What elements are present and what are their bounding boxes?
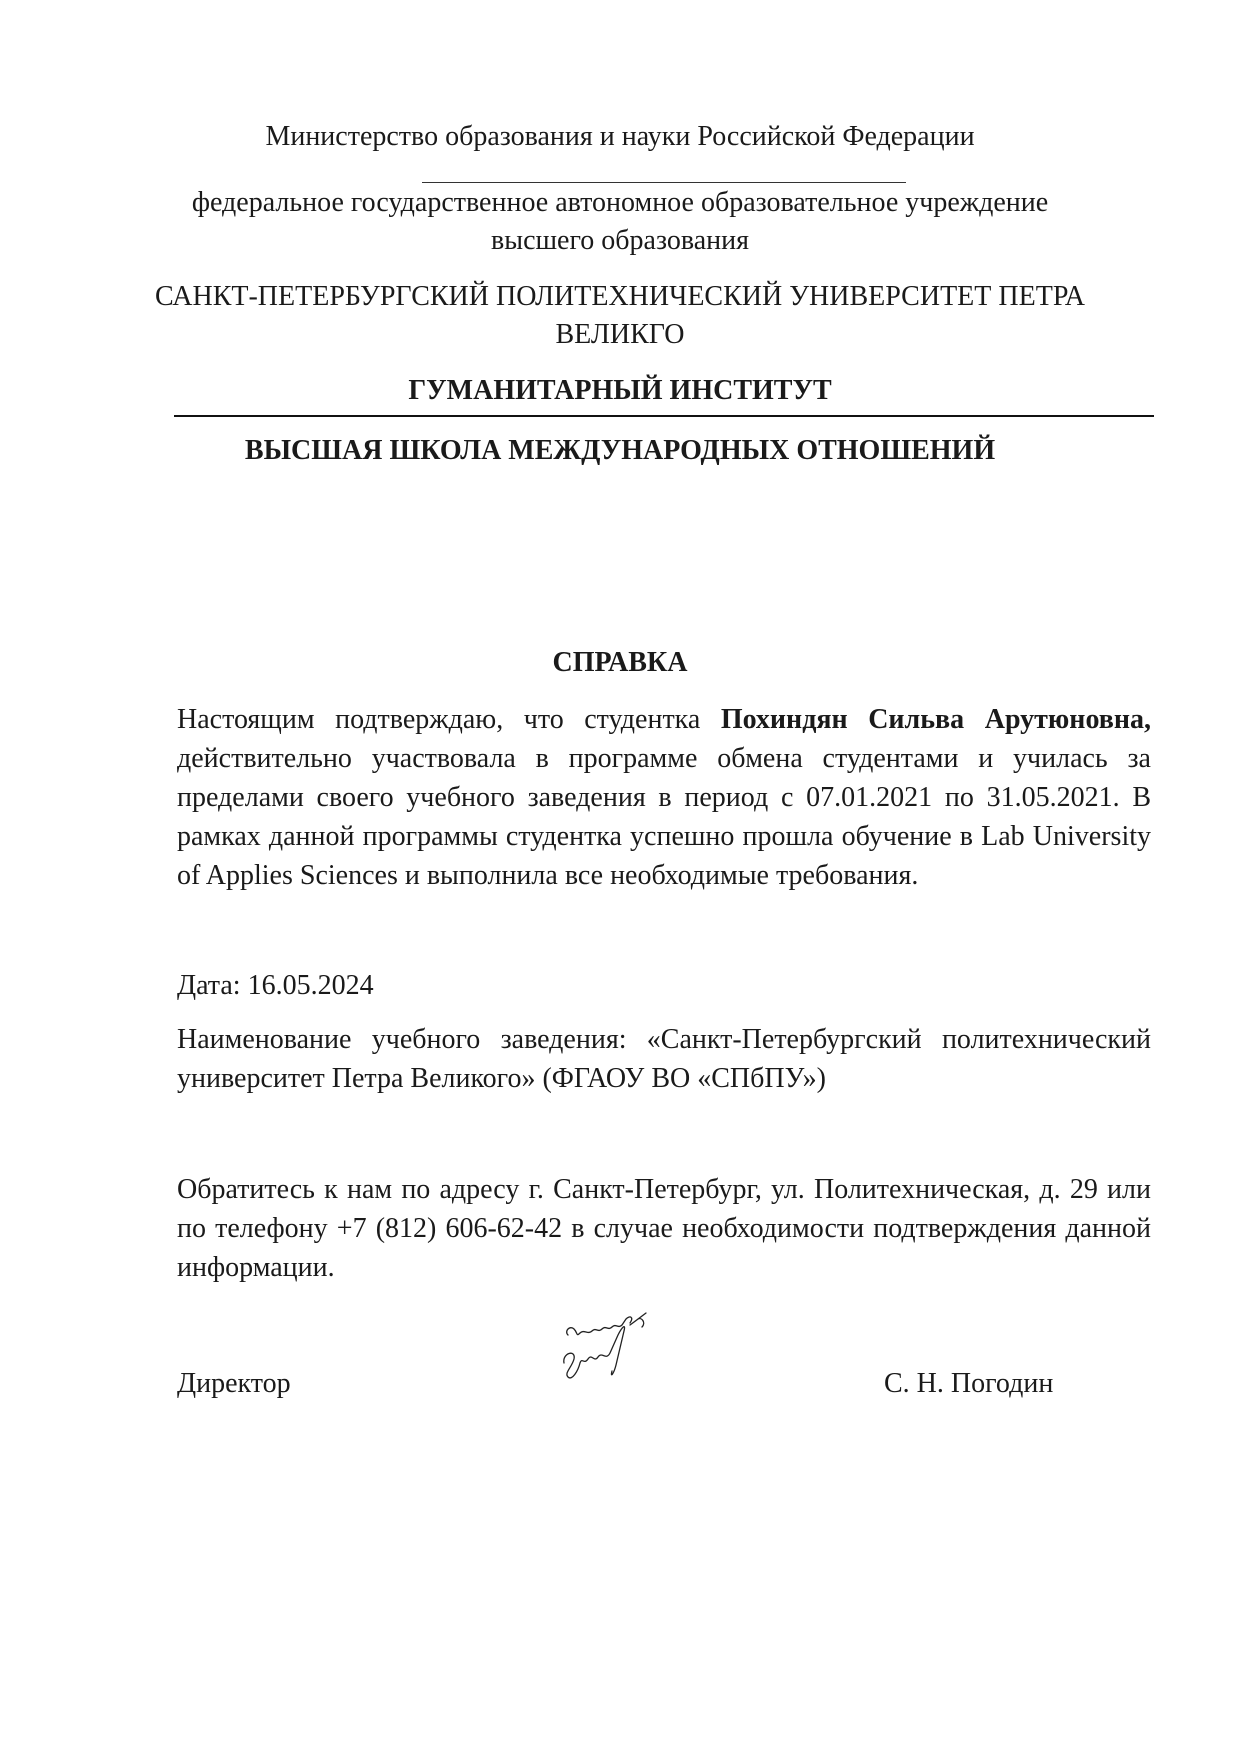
- institution-type-line1: федеральное государственное автономное образовательное учреждение: [191, 187, 1049, 218]
- institution-line: Наименование учебного заведения: «Санкт-Петербургский политехнический университет Петра Великого» (ФГАОУ ВО «СПбПУ»): [177, 1024, 1151, 1094]
- institution-type-line2: высшего образования: [491, 225, 749, 256]
- body-intro: Настоящим подтверждаю, что студентка: [177, 704, 721, 735]
- university-name-line1: САНКТ-ПЕТЕРБУРГСКИЙ ПОЛИТЕХНИЧЕСКИЙ УНИВЕРСИТЕТ ПЕТРА: [154, 281, 1086, 312]
- blank-underline: [422, 182, 906, 183]
- signatory-name: С. Н. Погодин: [884, 1368, 1054, 1399]
- document-title: СПРАВКА: [552, 647, 688, 678]
- body-paragraph: [177, 700, 1151, 895]
- university-name-line2: ВЕЛИКГО: [555, 319, 685, 350]
- contact-line: Обратитесь к нам по адресу г. Санкт-Петербург, ул. Политехническая, д. 29 или по телефону +7 (812) 606-62-42 в случае необходимости подтверждения данной информации.: [177, 1174, 1151, 1283]
- header-divider: [174, 415, 1154, 417]
- body-rest: действительно участвовала в программе обмена студентами и училась за пределами своего учебного заведения в период с 07.01.2021 по 31.05.2021. В рамках данной программы студентка успешно прошла обучение в Lab University of Applies Sciences и выполнила все необходимые требования.: [177, 743, 1151, 891]
- signatory-role: Директор: [177, 1368, 291, 1399]
- handwritten-signature: [560, 1305, 670, 1395]
- institute-name: ГУМАНИТАРНЫЙ ИНСТИТУТ: [408, 375, 832, 406]
- student-name: Похиндян Сильва Арутюновна,: [720, 704, 1151, 735]
- date-line: Дата: 16.05.2024: [177, 970, 374, 1001]
- school-name: ВЫСШАЯ ШКОЛА МЕЖДУНАРОДНЫХ ОТНОШЕНИЙ: [244, 435, 996, 466]
- ministry-line: Министерство образования и науки Российской Федерации: [265, 121, 975, 152]
